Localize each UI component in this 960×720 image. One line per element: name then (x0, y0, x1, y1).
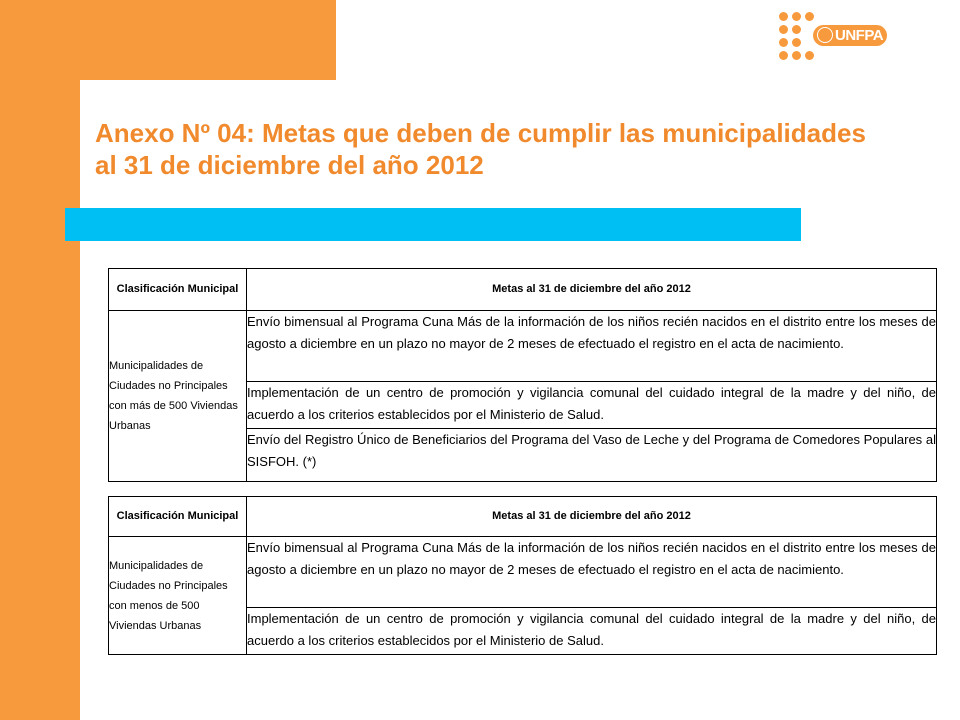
classification-cell: Municipalidades de Ciudades no Principales con más de 500 Viviendas Urbanas (109, 311, 247, 482)
classification-cell: Municipalidades de Ciudades no Principales con menos de 500 Viviendas Urbanas (109, 537, 247, 655)
header-classification: Clasificación Municipal (109, 497, 247, 537)
table-row (109, 311, 937, 382)
goals-table-less-500 (108, 496, 937, 655)
goal-cell: Envío del Registro Único de Beneficiarios del Programa del Vaso de Leche y del Programa de Comedores Populares al SISFOH. (*) (247, 429, 937, 482)
unfpa-logo (779, 12, 891, 60)
table-header-row (109, 269, 937, 311)
header-goals: Metas al 31 de diciembre del año 2012 (247, 497, 937, 537)
logo-wordmark: UNFPA (813, 25, 887, 46)
table-row (109, 537, 937, 608)
header-classification: Clasificación Municipal (109, 269, 247, 311)
goal-cell: Envío bimensual al Programa Cuna Más de la información de los niños recién nacidos en el distrito entre los meses de agosto a diciembre en un plazo no mayor de 2 meses de efectuado el registro en el acta de nacimiento. (247, 311, 937, 382)
goal-cell: Envío bimensual al Programa Cuna Más de la información de los niños recién nacidos en el distrito entre los meses de agosto a diciembre en un plazo no mayor de 2 meses de efectuado el registro en el acta de nacimiento. (247, 537, 937, 608)
top-orange-block (0, 0, 336, 80)
left-orange-bar (0, 0, 80, 720)
page-title: Anexo Nº 04: Metas que deben de cumplir las municipalidades al 31 de diciembre del año 2012 (95, 118, 866, 180)
un-emblem-icon (817, 27, 833, 43)
goal-cell: Implementación de un centro de promoción y vigilancia comunal del cuidado integral de la madre y del niño, de acuerdo a los criterios establecidos por el Ministerio de Salud. (247, 608, 937, 655)
goal-cell: Implementación de un centro de promoción y vigilancia comunal del cuidado integral de la madre y del niño, de acuerdo a los criterios establecidos por el Ministerio de Salud. (247, 382, 937, 429)
table-header-row (109, 497, 937, 537)
header-goals: Metas al 31 de diciembre del año 2012 (247, 269, 937, 311)
goals-table-more-500 (108, 268, 937, 482)
cyan-divider-bar (65, 208, 801, 241)
